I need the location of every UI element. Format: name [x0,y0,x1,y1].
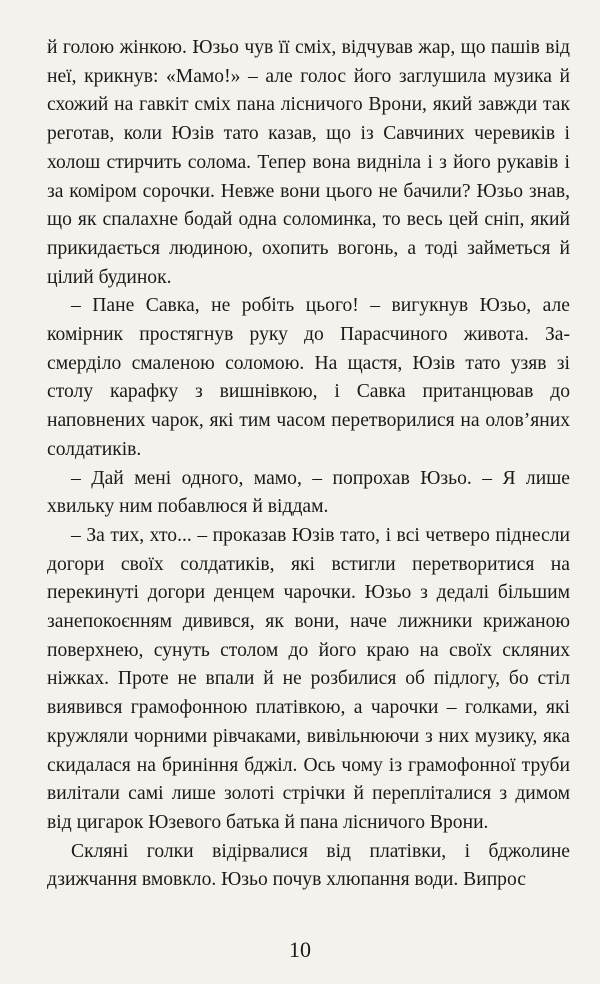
paragraph-1: й голою жінкою. Юзьо чув її сміх, відчував жар, що пашів від неї, крикнув: «Мамо!» – але голос його заглушила музика й схожий на гавкіт сміх пана лісничого Врони, який завжди так реготав, коли Юзів тато казав, що із Савчиних черевиків і холош стирчить солома. Тепер вона видніла і з його рукавів і за коміром сорочки. Невже вони цього не бачили? Юзьо знав, що як спалахне бодай одна соломинка, то весь цей сніп, який прикидається людиною, охопить вогонь, а тоді займеться й цілий будинок. [47,37,570,288]
paragraph-2: – Пане Савка, не робіть цього! – вигукнув Юзьо, але комірник простягнув руку до Парасчиного живота. Засмерділо смаленою соломою. На щастя, Юзів тато узяв зі столу карафку з вишнівкою, і Савка пританцював до наповнених чарок, які тим часом перетворилися на олов’яних солдатиків. [47,295,570,460]
body-text [47,34,570,895]
paragraph-5: Скляні голки відірвалися від платівки, і бджолине дзижчання вмовкло. Юзьо почув хлюпання води. Випрос [47,840,570,891]
paragraph-3: – Дай мені одного, мамо, – попрохав Юзьо. – Я лише хвильку ним побавлюся й віддам. [47,467,570,518]
paragraph-4: – За тих, хто... – проказав Юзів тато, і всі четверо піднесли догори своїх солдатиків, які встигли перетворитися на перекинуті догори денцем чарочки. Юзьо з дедалі більшим занепокоєнням дивився, як вони, наче лижники крижаною поверхнею, сунуть столом до його краю на своїх скляних ніжках. Проте не впали й не розбилися об підлогу, бо стіл виявився грамофонною платівкою, а чарочки – голками, які кружляли чорними рівчаками, вивільнюючи з них музику, яка скидалася на бриніння бджіл. Ось чому із грамофонної труби вилітали самі лише золоті стрічки й перепліталися з димом від цигарок Юзевого батька й пана лісничого Врони. [47,524,570,833]
page-number: 10 [289,937,311,962]
